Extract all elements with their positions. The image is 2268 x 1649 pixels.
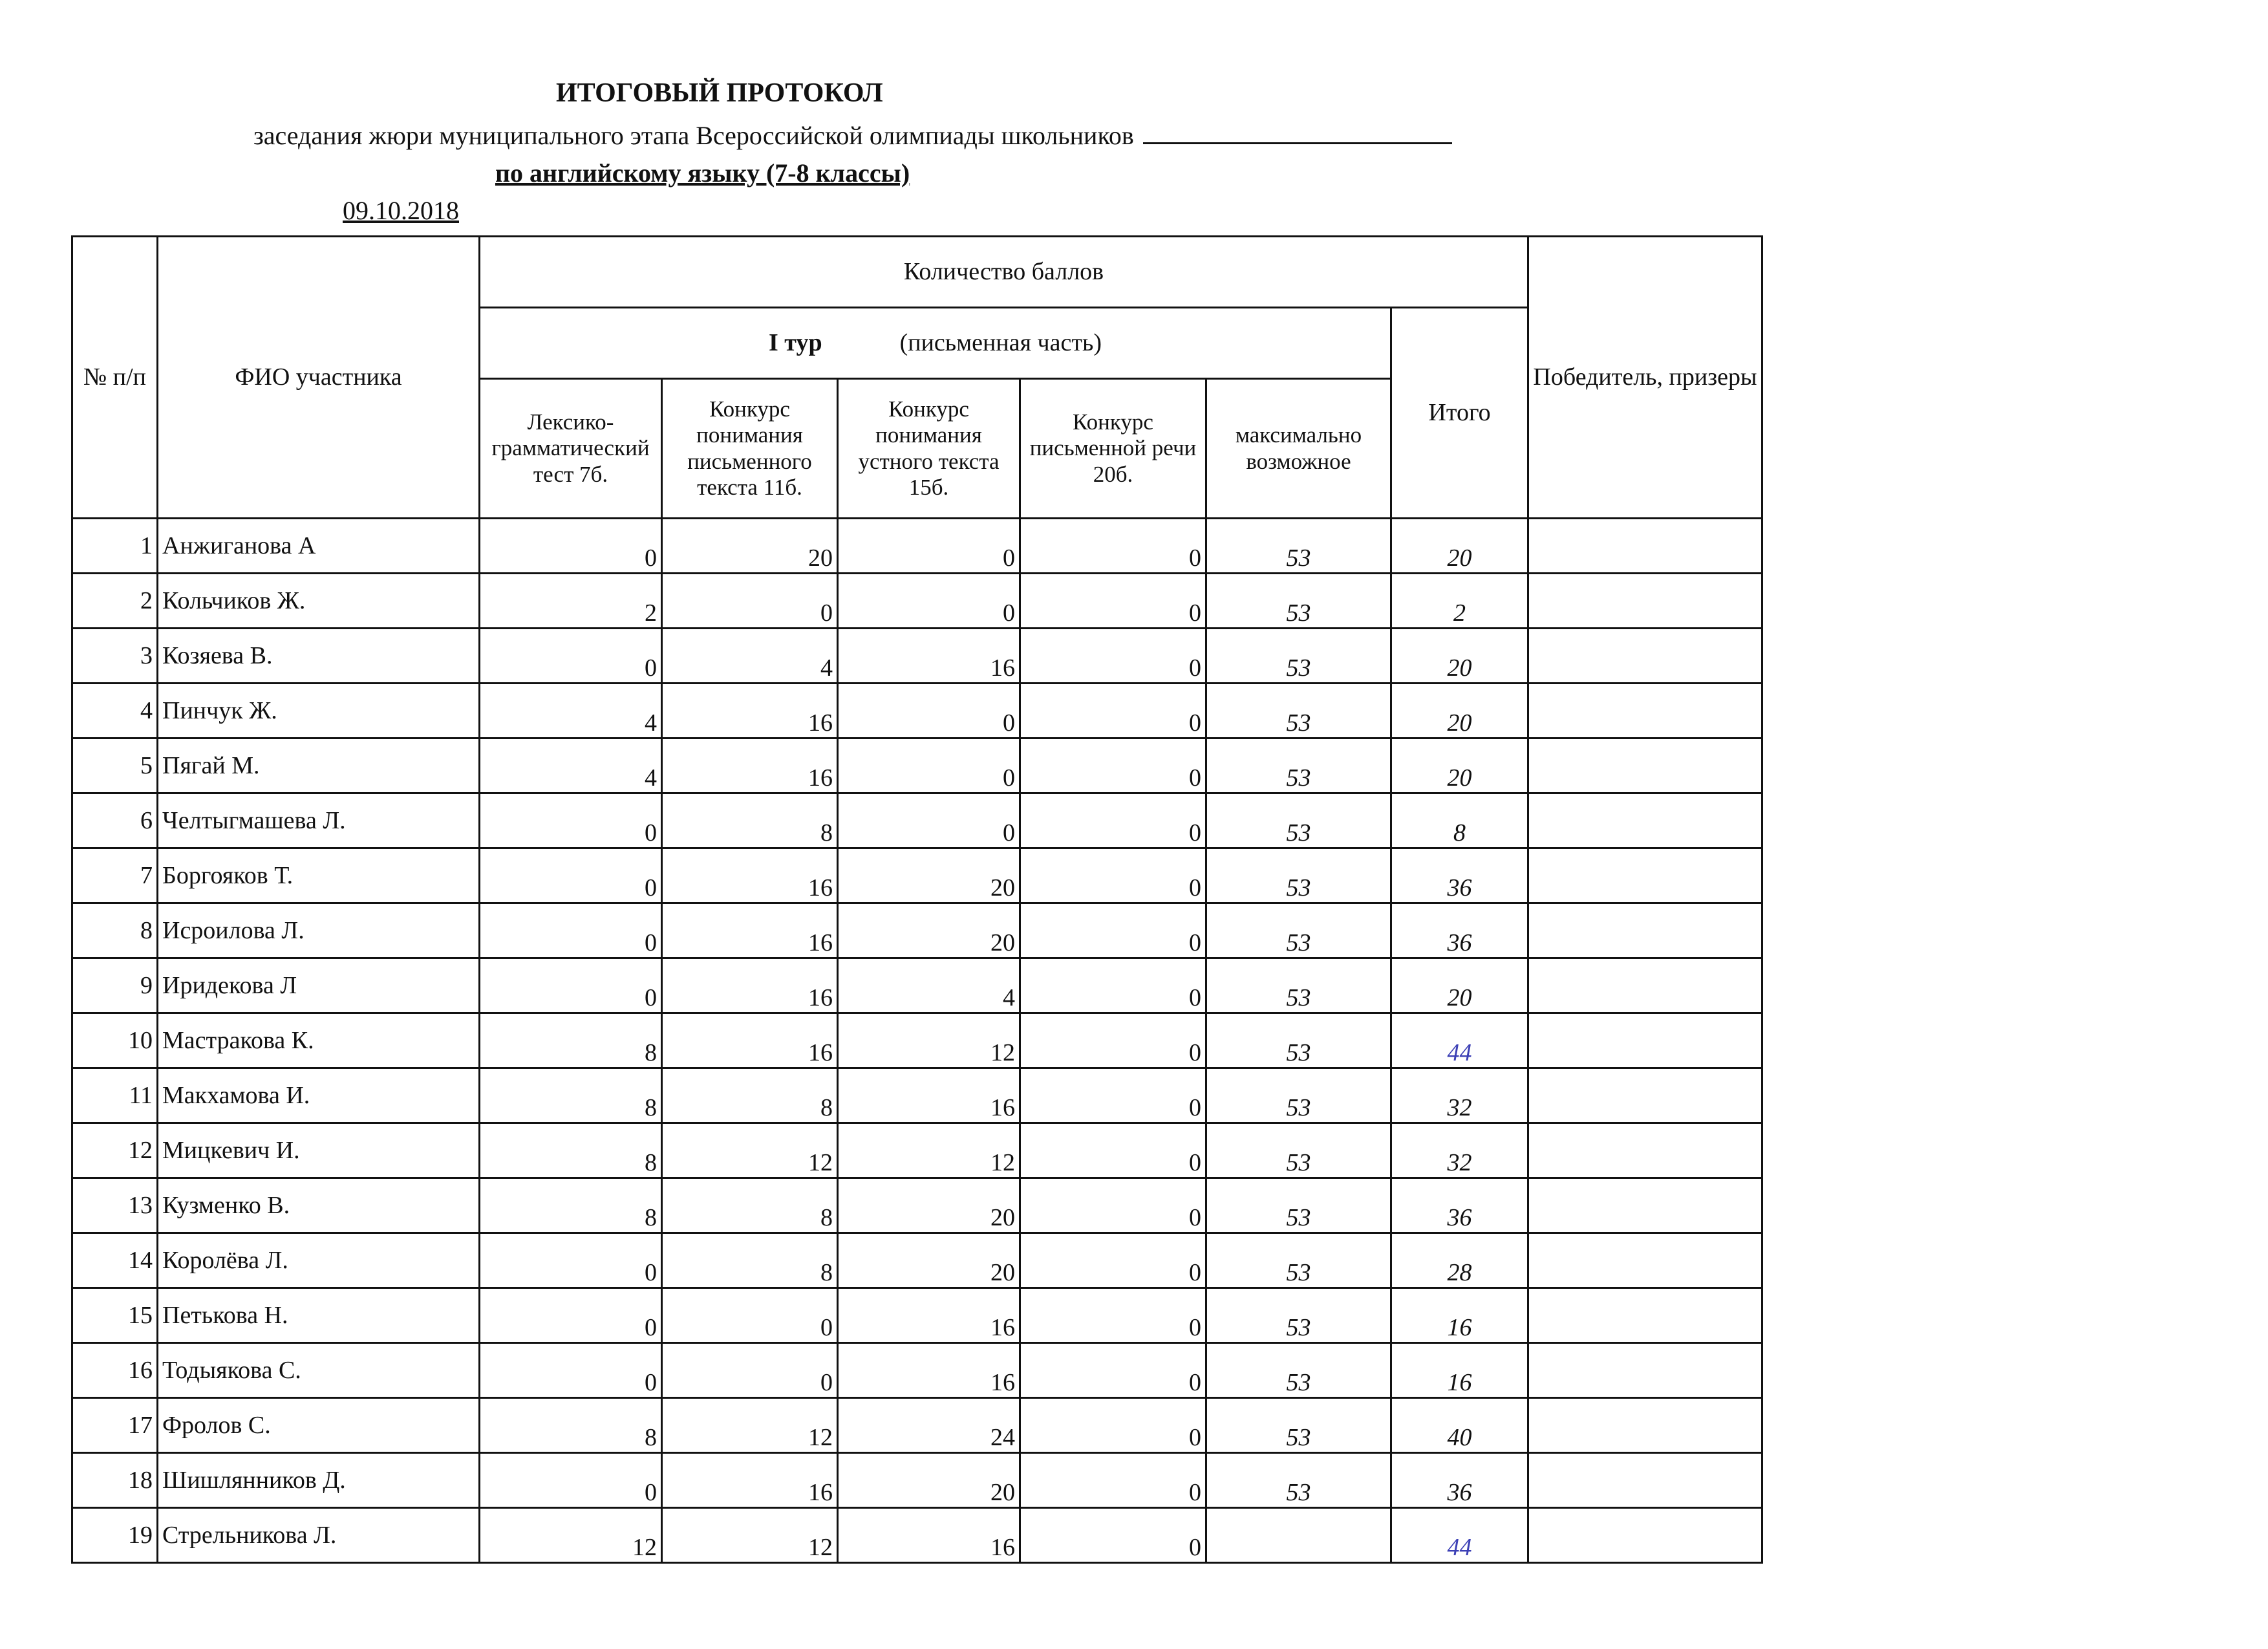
table-row [72, 1288, 1762, 1343]
document-title: ИТОГОВЫЙ ПРОТОКОЛ [556, 78, 883, 108]
table-row [72, 1453, 1762, 1508]
cell-writing: 0 [1020, 1013, 1206, 1068]
cell-listening: 12 [838, 1013, 1020, 1068]
cell-num: 3 [72, 629, 158, 684]
cell-total: 16 [1391, 1343, 1528, 1398]
cell-reading: 16 [662, 848, 838, 903]
cell-max: 53 [1206, 1398, 1391, 1453]
table-row [72, 574, 1762, 629]
cell-writing: 0 [1020, 848, 1206, 903]
cell-lex: 8 [480, 1013, 662, 1068]
cell-name: Козяева В. [158, 629, 480, 684]
document-date: 09.10.2018 [343, 196, 459, 225]
cell-winner [1528, 1013, 1762, 1068]
cell-winner [1528, 903, 1762, 958]
cell-name: Исроилова Л. [158, 903, 480, 958]
cell-reading: 0 [662, 1343, 838, 1398]
cell-winner [1528, 1233, 1762, 1288]
cell-max: 53 [1206, 1178, 1391, 1233]
cell-listening: 0 [838, 519, 1020, 574]
table-row [72, 958, 1762, 1013]
table-row [72, 848, 1762, 903]
cell-max: 53 [1206, 1013, 1391, 1068]
cell-writing: 0 [1020, 738, 1206, 793]
cell-max: 53 [1206, 684, 1391, 738]
cell-total: 20 [1391, 738, 1528, 793]
cell-reading: 16 [662, 1013, 838, 1068]
cell-num: 10 [72, 1013, 158, 1068]
cell-max: 53 [1206, 574, 1391, 629]
cell-reading: 8 [662, 793, 838, 848]
cell-winner [1528, 848, 1762, 903]
cell-lex: 8 [480, 1178, 662, 1233]
cell-max: 53 [1206, 848, 1391, 903]
cell-listening: 20 [838, 903, 1020, 958]
cell-listening: 16 [838, 1288, 1020, 1343]
table-row [72, 1123, 1762, 1178]
document-subject: по английскому языку (7-8 классы) [495, 158, 910, 188]
cell-num: 16 [72, 1343, 158, 1398]
cell-total: 20 [1391, 519, 1528, 574]
cell-writing: 0 [1020, 903, 1206, 958]
cell-listening: 16 [838, 1068, 1020, 1123]
cell-reading: 8 [662, 1178, 838, 1233]
cell-lex: 0 [480, 848, 662, 903]
cell-lex: 8 [480, 1398, 662, 1453]
header-tour-note: (письменная часть) [899, 329, 1102, 356]
cell-total: 32 [1391, 1123, 1528, 1178]
cell-name: Челтыгмашева Л. [158, 793, 480, 848]
cell-winner [1528, 519, 1762, 574]
cell-winner [1528, 1288, 1762, 1343]
cell-writing: 0 [1020, 1453, 1206, 1508]
cell-listening: 12 [838, 1123, 1020, 1178]
cell-writing: 0 [1020, 1178, 1206, 1233]
cell-listening: 16 [838, 1508, 1020, 1563]
cell-reading: 16 [662, 738, 838, 793]
cell-writing: 0 [1020, 1343, 1206, 1398]
cell-name: Боргояков Т. [158, 848, 480, 903]
cell-winner [1528, 1068, 1762, 1123]
cell-num: 7 [72, 848, 158, 903]
cell-reading: 8 [662, 1068, 838, 1123]
table-row [72, 1178, 1762, 1233]
cell-winner [1528, 1453, 1762, 1508]
cell-name: Шишлянников Д. [158, 1453, 480, 1508]
table-row [72, 1398, 1762, 1453]
cell-name: Пинчук Ж. [158, 684, 480, 738]
cell-lex: 0 [480, 629, 662, 684]
cell-num: 17 [72, 1398, 158, 1453]
cell-total: 16 [1391, 1288, 1528, 1343]
cell-listening: 20 [838, 1453, 1020, 1508]
header-name: ФИО участника [158, 237, 480, 519]
cell-name: Тодыякова С. [158, 1343, 480, 1398]
header-total: Итого [1391, 308, 1528, 519]
cell-max: 53 [1206, 1453, 1391, 1508]
cell-listening: 4 [838, 958, 1020, 1013]
cell-max [1206, 1508, 1391, 1563]
table-row [72, 1233, 1762, 1288]
cell-lex: 2 [480, 574, 662, 629]
cell-num: 9 [72, 958, 158, 1013]
table-row [72, 1013, 1762, 1068]
cell-name: Петькова Н. [158, 1288, 480, 1343]
cell-writing: 0 [1020, 1288, 1206, 1343]
cell-num: 2 [72, 574, 158, 629]
cell-max: 53 [1206, 1123, 1391, 1178]
cell-lex: 0 [480, 903, 662, 958]
cell-winner [1528, 958, 1762, 1013]
cell-lex: 8 [480, 1123, 662, 1178]
header-listening: Конкурс понимания устного текста 15б. [838, 379, 1020, 519]
cell-max: 53 [1206, 1343, 1391, 1398]
header-max: максимально возможное [1206, 379, 1391, 519]
header-tour [480, 308, 1391, 379]
table-row [72, 793, 1762, 848]
cell-max: 53 [1206, 629, 1391, 684]
table-row [72, 1068, 1762, 1123]
cell-max: 53 [1206, 1068, 1391, 1123]
cell-reading: 0 [662, 574, 838, 629]
cell-name: Макхамова И. [158, 1068, 480, 1123]
cell-max: 53 [1206, 1233, 1391, 1288]
cell-writing: 0 [1020, 793, 1206, 848]
cell-num: 5 [72, 738, 158, 793]
table-row [72, 1508, 1762, 1563]
cell-listening: 16 [838, 1343, 1020, 1398]
cell-winner [1528, 1508, 1762, 1563]
cell-lex: 4 [480, 738, 662, 793]
cell-num: 8 [72, 903, 158, 958]
cell-total: 20 [1391, 958, 1528, 1013]
cell-winner [1528, 1398, 1762, 1453]
cell-listening: 24 [838, 1398, 1020, 1453]
cell-listening: 0 [838, 684, 1020, 738]
cell-winner [1528, 1123, 1762, 1178]
cell-listening: 20 [838, 1178, 1020, 1233]
cell-name: Мастракова К. [158, 1013, 480, 1068]
table-row [72, 1343, 1762, 1398]
cell-num: 14 [72, 1233, 158, 1288]
subtitle-text: заседания жюри муниципального этапа Всероссийской олимпиады школьников [253, 121, 1134, 150]
cell-reading: 16 [662, 903, 838, 958]
cell-total: 20 [1391, 684, 1528, 738]
cell-reading: 16 [662, 958, 838, 1013]
cell-lex: 8 [480, 1068, 662, 1123]
cell-num: 19 [72, 1508, 158, 1563]
cell-lex: 0 [480, 793, 662, 848]
results-table-body [72, 519, 1762, 1563]
cell-total: 36 [1391, 903, 1528, 958]
cell-total: 32 [1391, 1068, 1528, 1123]
table-row [72, 629, 1762, 684]
cell-total: 2 [1391, 574, 1528, 629]
cell-num: 18 [72, 1453, 158, 1508]
cell-max: 53 [1206, 903, 1391, 958]
cell-num: 15 [72, 1288, 158, 1343]
cell-writing: 0 [1020, 1068, 1206, 1123]
cell-reading: 16 [662, 684, 838, 738]
cell-listening: 0 [838, 793, 1020, 848]
cell-listening: 20 [838, 848, 1020, 903]
cell-writing: 0 [1020, 958, 1206, 1013]
cell-writing: 0 [1020, 574, 1206, 629]
cell-writing: 0 [1020, 1123, 1206, 1178]
cell-name: Анжиганова А [158, 519, 480, 574]
cell-num: 12 [72, 1123, 158, 1178]
cell-winner [1528, 629, 1762, 684]
cell-total: 44 [1391, 1508, 1528, 1563]
cell-total: 28 [1391, 1233, 1528, 1288]
cell-listening: 0 [838, 574, 1020, 629]
header-reading: Конкурс понимания письменного текста 11б. [662, 379, 838, 519]
header-num: № п/п [72, 237, 158, 519]
cell-max: 53 [1206, 958, 1391, 1013]
cell-name: Стрельникова Л. [158, 1508, 480, 1563]
cell-total: 36 [1391, 1453, 1528, 1508]
header-winner: Победитель, призеры [1528, 237, 1762, 519]
cell-writing: 0 [1020, 684, 1206, 738]
cell-name: Королёва Л. [158, 1233, 480, 1288]
cell-total: 36 [1391, 848, 1528, 903]
cell-max: 53 [1206, 793, 1391, 848]
results-table [71, 235, 1763, 1564]
cell-listening: 0 [838, 738, 1020, 793]
cell-total: 36 [1391, 1178, 1528, 1233]
cell-total: 44 [1391, 1013, 1528, 1068]
header-lex: Лексико-грамматический тест 7б. [480, 379, 662, 519]
cell-winner [1528, 1178, 1762, 1233]
cell-max: 53 [1206, 519, 1391, 574]
cell-name: Кольчиков Ж. [158, 574, 480, 629]
table-row [72, 684, 1762, 738]
cell-listening: 20 [838, 1233, 1020, 1288]
cell-reading: 12 [662, 1398, 838, 1453]
cell-lex: 12 [480, 1508, 662, 1563]
cell-reading: 20 [662, 519, 838, 574]
cell-num: 6 [72, 793, 158, 848]
cell-max: 53 [1206, 738, 1391, 793]
cell-num: 4 [72, 684, 158, 738]
cell-reading: 16 [662, 1453, 838, 1508]
table-row [72, 903, 1762, 958]
cell-writing: 0 [1020, 1398, 1206, 1453]
cell-writing: 0 [1020, 1508, 1206, 1563]
header-score-group: Количество баллов [480, 237, 1528, 308]
cell-name: Иридекова Л [158, 958, 480, 1013]
cell-lex: 0 [480, 1453, 662, 1508]
cell-reading: 12 [662, 1508, 838, 1563]
cell-winner [1528, 684, 1762, 738]
cell-lex: 0 [480, 1288, 662, 1343]
cell-total: 8 [1391, 793, 1528, 848]
cell-reading: 8 [662, 1233, 838, 1288]
cell-total: 40 [1391, 1398, 1528, 1453]
cell-writing: 0 [1020, 519, 1206, 574]
cell-reading: 12 [662, 1123, 838, 1178]
cell-winner [1528, 793, 1762, 848]
cell-num: 11 [72, 1068, 158, 1123]
header-writing: Конкурс письменной речи 20б. [1020, 379, 1206, 519]
cell-lex: 4 [480, 684, 662, 738]
header-tour-label: I тур [769, 329, 822, 356]
cell-lex: 0 [480, 519, 662, 574]
cell-num: 13 [72, 1178, 158, 1233]
cell-max: 53 [1206, 1288, 1391, 1343]
cell-reading: 4 [662, 629, 838, 684]
table-row [72, 738, 1762, 793]
cell-writing: 0 [1020, 1233, 1206, 1288]
cell-reading: 0 [662, 1288, 838, 1343]
cell-lex: 0 [480, 1343, 662, 1398]
cell-name: Фролов С. [158, 1398, 480, 1453]
cell-lex: 0 [480, 958, 662, 1013]
cell-listening: 16 [838, 629, 1020, 684]
cell-writing: 0 [1020, 629, 1206, 684]
table-row [72, 519, 1762, 574]
cell-lex: 0 [480, 1233, 662, 1288]
cell-name: Мицкевич И. [158, 1123, 480, 1178]
cell-name: Кузменко В. [158, 1178, 480, 1233]
cell-winner [1528, 574, 1762, 629]
document-subtitle [253, 120, 1452, 151]
cell-total: 20 [1391, 629, 1528, 684]
cell-winner [1528, 738, 1762, 793]
cell-name: Пягай М. [158, 738, 480, 793]
cell-winner [1528, 1343, 1762, 1398]
cell-num: 1 [72, 519, 158, 574]
subtitle-blank-line [1143, 123, 1452, 144]
